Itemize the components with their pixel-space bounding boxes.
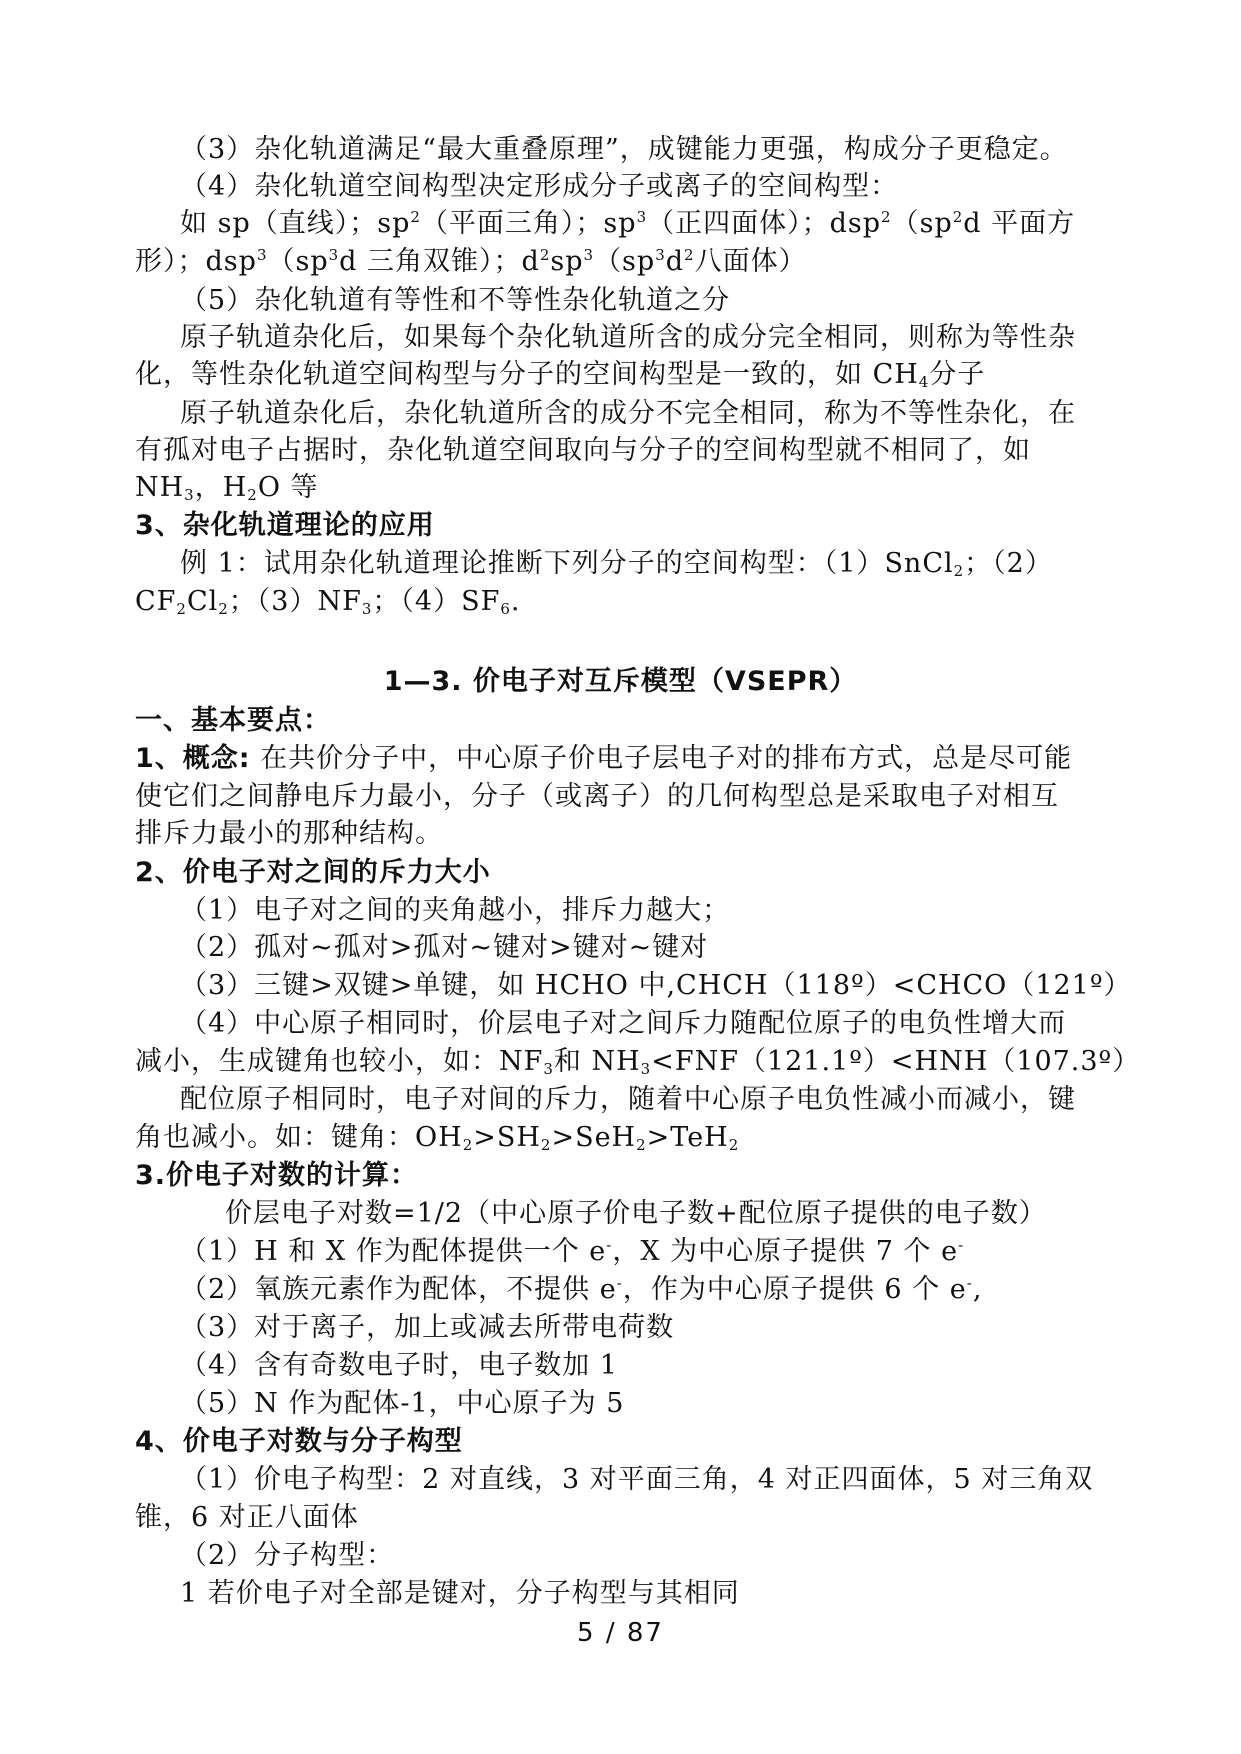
section-heading: 2、价电子对之间的斥力大小: [135, 857, 491, 888]
paragraph-line: 配位原子相同时，电子对间的斥力，随着中心原子电负性减小而减小，键: [180, 1084, 1076, 1115]
paragraph-line: （1）价电子构型：2 对直线，3 对平面三角，4 对正四面体，5 对三角双: [180, 1464, 1094, 1495]
paragraph-line: 角也减小。如：键角：$OH_2>SH_2>SeH_2>TeH_2$: [135, 1122, 740, 1154]
paragraph-line: 锥，6 对正八面体: [135, 1502, 359, 1533]
paragraph-line: 排斥力最小的那种结构。: [135, 818, 443, 849]
section-heading: 一、基本要点：: [135, 705, 331, 736]
paragraph-line: $NH_3$，$H_2O$ 等: [135, 472, 319, 504]
paragraph-line: 形）；$dsp^3(sp^3d$ 三角双锥）；$d^2sp^3(sp^3d^2$八面体）: [135, 246, 807, 277]
paragraph-line: 有孤对电子占据时，杂化轨道空间取向与分子的空间构型就不相同了，如: [135, 435, 1031, 466]
section-heading: 4、价电子对数与分子构型: [135, 1426, 463, 1457]
paragraph-line: 1 若价电子对全部是键对，分子构型与其相同: [180, 1578, 740, 1609]
paragraph-line: （1）电子对之间的夹角越小，排斥力越大；: [180, 895, 731, 926]
section-heading: 3、杂化轨道理论的应用: [135, 510, 435, 541]
paragraph-line: （4）含有奇数电子时，电子数加 1: [180, 1350, 618, 1381]
paragraph-line: 1、概念: 在共价分子中，中心原子价电子层电子对的排布方式，总是尽可能: [135, 743, 1073, 774]
paragraph-line: （2）分子构型：: [180, 1540, 395, 1571]
paragraph-line: （3）杂化轨道满足“最大重叠原理”，成键能力更强，构成分子更稳定。: [180, 134, 1068, 165]
chapter-title: 1—3. 价电子对互斥模型（VSEPR）: [383, 666, 858, 697]
paragraph-line: （1）H 和 X 作为配体提供一个 e-，X 为中心原子提供 7 个 e-: [180, 1236, 965, 1267]
paragraph-line: （5）N 作为配体-1，中心原子为 5: [180, 1388, 625, 1419]
page-number: 5 / 87: [577, 1618, 664, 1648]
paragraph-line: 例 1：试用杂化轨道理论推断下列分子的空间构型：（1）SnCl$_2$；（2）: [180, 548, 1053, 580]
paragraph-line: 使它们之间静电斥力最小，分子（或离子）的几何构型总是采取电子对相互: [135, 781, 1059, 812]
paragraph-line: 价层电子对数=1/2（中心原子价电子数+配位原子提供的电子数）: [225, 1198, 1047, 1229]
paragraph-line: 减小，生成键角也较小，如：$NF_3$和 $NH_3<FNF(121.1º)<HNH(107.3º)$: [135, 1046, 1141, 1078]
section-heading: 3.价电子对数的计算：: [135, 1160, 419, 1191]
paragraph-line: （3）三键>双键>单键，如 HCHO 中,CHCH（118º）<CHCO（121º）: [180, 970, 1132, 1001]
paragraph-line: 化，等性杂化轨道空间构型与分子的空间构型是一致的，如 $CH_4$分子: [135, 359, 986, 391]
paragraph-line: $CF_2Cl_2$；$(3)NF_3$；$(4)SF_6$.: [135, 586, 521, 618]
paragraph-line: （2）氧族元素作为配体，不提供 e-，作为中心原子提供 6 个 e-,: [180, 1274, 983, 1305]
paragraph-line: （3）对于离子，加上或减去所带电荷数: [180, 1312, 675, 1343]
paragraph-line: （4）中心原子相同时，价层电子对之间斥力随配位原子的电负性增大而: [180, 1008, 1067, 1039]
paragraph-line: 原子轨道杂化后，杂化轨道所含的成分不完全相同，称为不等性杂化，在: [180, 398, 1076, 429]
paragraph-line: 如 sp（直线）；$sp^2$（平面三角）；$sp^3$（正四面体）；$dsp^2(sp^2d$ 平面方: [180, 208, 1076, 239]
paragraph-line: （4）杂化轨道空间构型决定形成分子或离子的空间构型：: [180, 171, 899, 202]
paragraph-line: （5）杂化轨道有等性和不等性杂化轨道之分: [180, 285, 731, 316]
paragraph-line: 原子轨道杂化后，如果每个杂化轨道所含的成分完全相同，则称为等性杂: [180, 322, 1076, 353]
paragraph-line: （2）孤对~孤对>孤对~键对>键对~键对: [180, 932, 709, 963]
